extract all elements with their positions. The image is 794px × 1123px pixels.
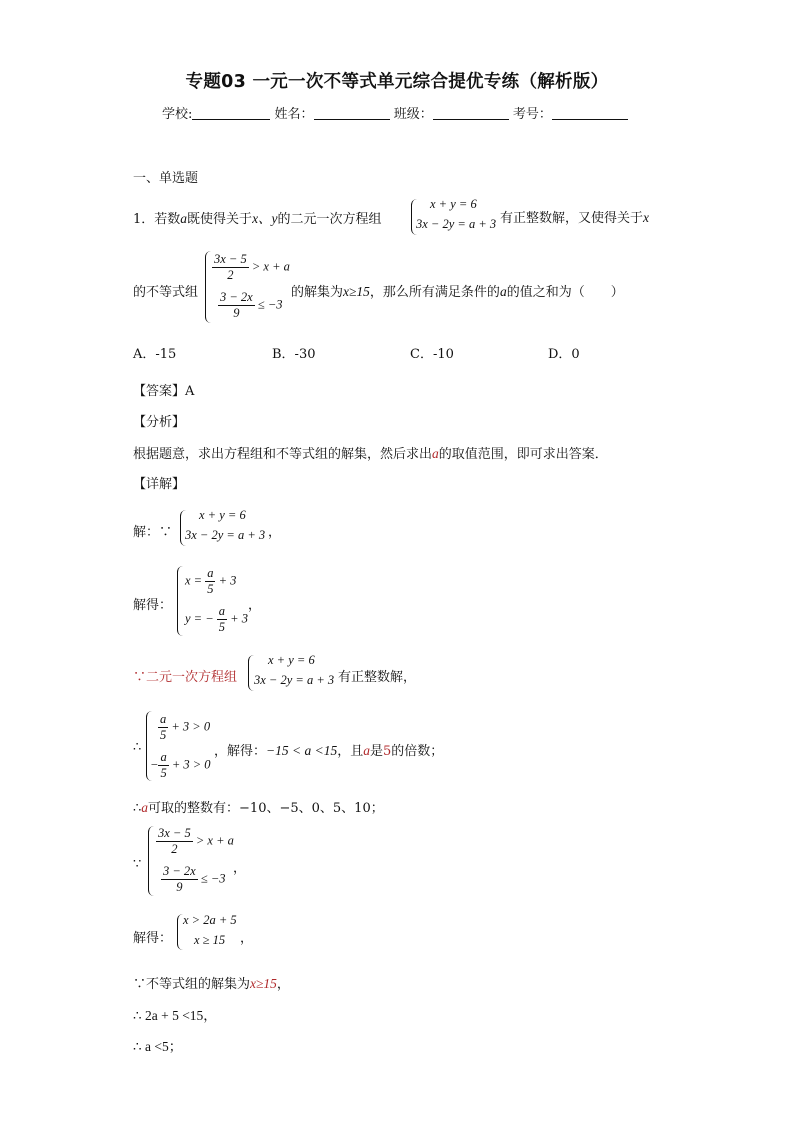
- step6-line-1: $\frac{3x - 5}{2}$ > x + a: [158, 826, 234, 856]
- detail-step-1-prefix: 解：∵: [133, 525, 173, 540]
- step7-suffix: ，: [240, 931, 254, 946]
- question-text: 的不等式组: [133, 285, 199, 300]
- step2-line-2: y = − $\frac{a}{5}$ + 3: [185, 604, 248, 634]
- detail-step-5: ∴a可取的整数有：−10、−5、0、5、10；: [133, 800, 384, 816]
- detail-step-4-prefix: ∴: [133, 740, 142, 755]
- answer-line: [133, 380, 194, 399]
- step1-suffix: ，: [268, 525, 282, 540]
- question-line-1: [133, 207, 382, 227]
- answer-label: 【答案】: [133, 384, 186, 399]
- brace: [177, 566, 183, 636]
- exam-no-blank: [552, 105, 628, 120]
- ineq-line-2: $\frac{3 - 2x}{9}$ ≤ −3: [220, 290, 283, 320]
- step7-line-1: x > 2a + 5: [183, 913, 237, 927]
- detail-step-2-prefix: 解得：: [133, 598, 173, 613]
- brace: [205, 251, 211, 323]
- eq-system-line-1: x + y = 6: [430, 197, 477, 211]
- option-c[interactable]: C．-10: [410, 347, 454, 362]
- detail-step-7-prefix: 解得：: [133, 931, 173, 946]
- step1-line-2: 3x − 2y = a + 3: [185, 528, 266, 542]
- answer-value: A: [185, 384, 195, 399]
- section-heading: 一、单选题: [133, 171, 199, 186]
- detail-step-10: ∴ a <5；: [133, 1039, 183, 1054]
- step3-line-1: x + y = 6: [268, 653, 315, 667]
- step3-line-2: 3x − 2y = a + 3: [254, 673, 335, 687]
- step7-line-2: x ≥ 15: [194, 933, 226, 947]
- step6-suffix: ，: [233, 861, 247, 876]
- option-a[interactable]: A．-15: [133, 347, 177, 362]
- question-text: 既使得关于: [187, 212, 253, 227]
- option-b[interactable]: B．-30: [272, 347, 316, 362]
- step4-line-1: $\frac{a}{5}$ + 3 > 0: [160, 712, 211, 742]
- name-blank: [314, 105, 390, 120]
- step4-tail: ，解得：−15 < a <15，且a是5的倍数；: [214, 743, 444, 759]
- ineq-line-1: $\frac{3x - 5}{2}$ > x + a: [214, 252, 290, 282]
- brace: [148, 826, 154, 896]
- eq-system-line-2: 3x − 2y = a + 3: [416, 217, 497, 231]
- detail-step-8: ∵不等式组的解集为x≥15，: [133, 976, 290, 992]
- question-text: 的二元一次方程组: [277, 212, 382, 227]
- class-label: 班级：: [393, 107, 433, 122]
- analysis-text: 根据题意，求出方程组和不等式组的解集，然后求出a的取值范围，即可求出答案．: [133, 446, 608, 462]
- detail-label: 【详解】: [133, 477, 186, 492]
- class-blank: [433, 105, 509, 120]
- student-info-line: [162, 103, 628, 122]
- var-a: a: [180, 211, 188, 226]
- step6-line-2: $\frac{3 - 2x}{9}$ ≤ −3: [163, 864, 226, 894]
- question-text: 若数: [154, 212, 181, 227]
- exam-no-label: 考号：: [512, 107, 552, 122]
- school-blank: [192, 105, 270, 120]
- page-title: 专题03 一元一次不等式单元综合提优专练（解析版）: [185, 72, 609, 92]
- step1-line-1: x + y = 6: [199, 508, 246, 522]
- vars-xy: x、y: [252, 211, 278, 226]
- detail-step-6-prefix: ∵: [133, 857, 142, 872]
- step3-suffix: 有正整数解，: [338, 670, 417, 685]
- question-text: 有正整数解，又使得关于: [500, 211, 644, 226]
- step2-line-1: x = $\frac{a}{5}$ + 3: [185, 566, 237, 596]
- detail-step-3-prefix: ∵二元一次方程组: [133, 670, 238, 685]
- detail-step-9: ∴ 2a + 5 <15，: [133, 1008, 217, 1023]
- step4-line-2: − $\frac{a}{5}$ + 3 > 0: [150, 750, 211, 780]
- step2-suffix: ，: [248, 598, 262, 613]
- var-x: x: [643, 210, 650, 225]
- analysis-label: 【分析】: [133, 415, 186, 430]
- question-number: 1．: [133, 212, 155, 227]
- school-label: 学校:: [162, 107, 193, 122]
- question-line-1-tail: [500, 207, 649, 226]
- option-d[interactable]: D．0: [548, 347, 580, 362]
- question-line-2-tail: 的解集为x≥15，那么所有满足条件的a的值之和为（ ）: [291, 284, 624, 300]
- name-label: 姓名：: [274, 107, 314, 122]
